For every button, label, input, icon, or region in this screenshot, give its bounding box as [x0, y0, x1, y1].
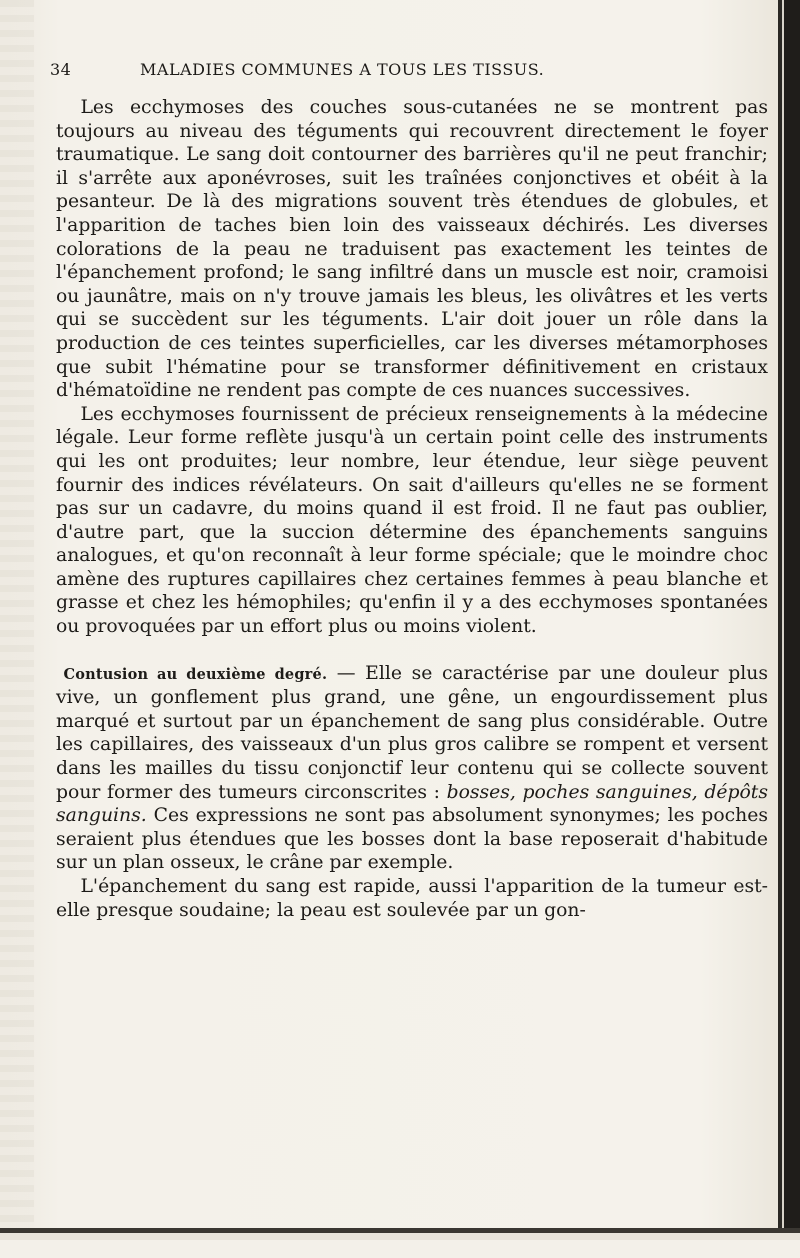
- italic-terms: bosses, poches sanguines, dépôts sanguins.: [56, 781, 768, 827]
- section-heading: Contusion au deuxième degré.: [63, 665, 328, 683]
- page-gutter-shadow: [0, 0, 34, 1258]
- book-edge: [778, 0, 800, 1258]
- body-text: [56, 96, 768, 922]
- running-header: [50, 60, 765, 84]
- running-title: MALADIES COMMUNES A TOUS LES TISSUS.: [140, 60, 545, 79]
- paragraph-medecine-legale: Les ecchymoses fournissent de précieux renseignements à la médecine légale. Leur forme reflète jusqu'à un certain point celle des instruments qui les ont produites; leur nombre, leur étendue, leur siège peuvent fournir des indices révélateurs. On sait d'ailleurs qu'elles ne se forment pas sur un cadavre, du moins quand il est froid. Il ne faut pas oublier, d'autre part, que la succion détermine des épanchements sanguins analogues, et qu'on reconnaît à leur forme spéciale; que le moindre choc amène des ruptures capillaires chez certaines femmes à peau blanche et grasse et chez les hémophiles; qu'enfin il y a des ecchymoses spontanées ou provoquées par un effort plus ou moins violent.: [56, 403, 768, 638]
- paragraph-text-b: Ces expressions ne sont pas absolument synonymes; les poches seraient plus étendues que les bosses dont la base reposerait d'habitude sur un plan osseux, le crâne par exemple.: [56, 805, 768, 874]
- paragraph-text-a: Elle se caractérise par une douleur plus vive, un gonflement plus grand, une gêne, un engourdissement plus marqué et surtout par un épanchement de sang plus considérable. Outre les capillaires, des vaisseaux d'un plus gros calibre se rompent et versent dans les mailles du tissu conjonctif leur contenu qui se collecte souvent pour former des tumeurs circonscrites :: [56, 662, 768, 803]
- paragraph-ecchymoses-sous-cutanees: Les ecchymoses des couches sous-cutanées ne se montrent pas toujours au niveau des téguments qui recouvrent directement le foyer traumatique. Le sang doit contourner des barrières qu'il ne peut franchir; il s'arrête aux aponévroses, suit les traînées conjonctives et obéit à la pesanteur. De là des migrations souvent très étendues de globules, et l'apparition de taches bien loin des vaisseaux déchirés. Les diverses colorations de la peau ne traduisent pas exactement les teintes de l'épanchement profond; le sang infiltré dans un muscle est noir, cramoisi ou jaunâtre, mais on n'y trouve jamais les bleus, les olivâtres et les verts qui se succèdent sur les téguments. L'air doit jouer un rôle dans la production de ces teintes superficielles, car les diverses métamorphoses que subit l'hématine pour se transformer définitivement en cristaux d'hématoïdine ne rendent pas compte de ces nuances successives.: [56, 97, 768, 402]
- paragraph-contusion-deuxieme-degre: [56, 662, 768, 875]
- scan-bottom-edge: [0, 1228, 800, 1258]
- paragraph-epanchement: L'épanchement du sang est rapide, aussi l'apparition de la tumeur est-elle presque soudaine; la peau est soulevée par un gon-: [56, 876, 768, 921]
- page-number: 34: [50, 60, 72, 79]
- heading-dash: —: [327, 662, 366, 684]
